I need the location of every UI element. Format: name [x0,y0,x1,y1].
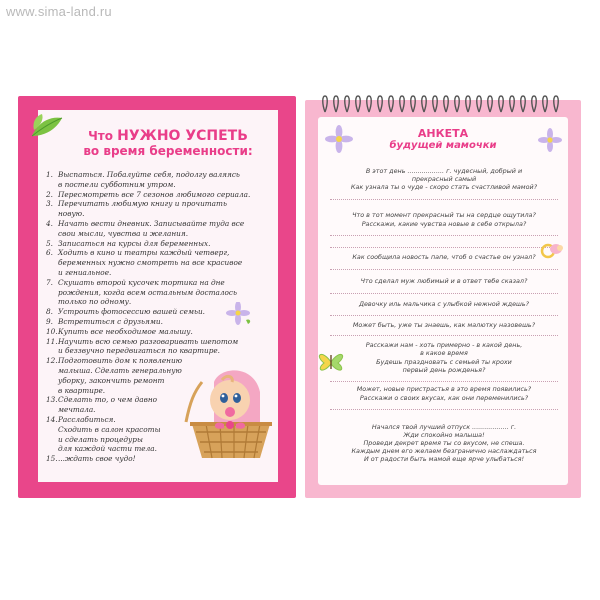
item-text: Подготовить дом к появлению [58,356,183,366]
item-number: 5. [46,238,53,248]
item-text: Выспаться. Побалуйте себя, подолгу валяясь [58,170,240,179]
list-item [46,209,274,219]
binding-ring [433,96,438,112]
list-item [46,337,274,347]
item-number: 9. [46,316,53,326]
binding-ring [389,96,394,112]
item-number: 4. [46,218,53,228]
item-text: рождения, когда всем остальным досталось [58,287,237,297]
answer-line [330,247,558,248]
item-number [46,405,58,415]
item-number [46,444,58,454]
item-number: 1. [46,170,53,179]
list-item [46,248,274,258]
binding-ring [455,96,460,112]
question-1: В этот день .................. г. чудесный, добрый и [365,167,523,175]
closing-line4: Каждым днем его желаем безгранично наслаждаться [351,447,537,455]
item-text: беременных нужно смотреть на все красивое [58,258,243,268]
question-2: Как узнала ты о чуде - скоро стать счастливой мамой? [350,183,538,191]
item-text: Пересмотреть все 7 сезонов любимого сериала. [58,189,251,199]
item-number: 11. [46,336,58,346]
item-number [46,180,58,190]
item-number: 13. [46,395,58,405]
question-7: Может быть, уже ты знаешь, как малютку назовешь? [352,321,536,329]
answer-line [330,199,558,200]
item-text: Устроить фотосессию вашей семьи. [58,307,205,317]
question-6: Девочку иль мальчика с улыбкой нежной ждешь? [358,300,530,308]
binding-ring [532,96,537,112]
item-text: для каждой части тела. [58,444,157,454]
list-item [46,170,274,180]
questionnaire-card [305,100,581,498]
item-text: свои мысли, чувства и желания. [58,228,189,238]
binding-ring [422,96,427,112]
binding-ring [345,96,350,112]
item-number [46,435,58,445]
item-text: Расслабиться. [58,414,116,424]
title-line1: АНКЕТА [417,127,469,140]
answer-line [330,235,558,236]
item-number: 15. [46,454,58,464]
item-number: 12. [46,356,58,366]
item-number: 10. [46,326,58,336]
binding-ring [466,96,471,112]
item-number: 7. [46,277,53,287]
item-text: только по одному. [58,297,132,307]
answer-line [330,315,558,316]
item-number [46,297,58,307]
item-text: Перечитать любимую книгу и прочитать [58,199,227,209]
item-text: Сходить в салон красоты [58,424,161,434]
item-text: и беззвучно передвигаться по квартире. [58,346,220,356]
answer-line [330,269,558,270]
flower-icon [224,302,254,326]
item-text: и сделать процедуры [58,434,143,444]
item-text: Скушать второй кусочек тортика на дне [58,277,225,287]
answer-line [330,335,558,336]
questionnaire-title [318,127,568,151]
title-emphasis: НУЖНО УСПЕТЬ [117,128,248,144]
list-item [46,199,274,209]
item-number [46,209,58,219]
item-text: Сделать то, о чем давно [58,395,158,405]
binding-ring [554,96,559,112]
item-text: в квартире. [58,385,106,395]
question-8-line4: первый день рожденья? [402,366,486,374]
list-item [46,288,274,298]
baby-basket-illustration [184,362,278,464]
binding-ring [488,96,493,112]
item-text: Начать вести дневник. Записывайте туда все [58,218,245,228]
item-number: 6. [46,248,53,258]
item-number [46,229,58,239]
pacifier-icon [540,239,564,261]
list-item [46,229,274,239]
binding-ring [510,96,515,112]
question-1-line2: прекрасный самый [411,175,477,183]
binding-ring [367,96,372,112]
answer-line [330,381,558,382]
closing-line3: Проведи декрет время ты со вкусом, не спеша. [363,439,525,447]
checklist-card [18,96,296,498]
binding-ring [543,96,548,112]
item-number [46,258,58,268]
item-text: Записаться на курсы для беременных. [58,238,211,248]
item-number [46,268,58,278]
item-text: Купить все необходимое малышу. [58,326,193,336]
item-number: 14. [46,414,58,424]
item-number: 2. [46,189,53,199]
question-3-line2: Расскажи, какие чувства новые в себе открыла? [361,220,527,228]
watermark: www.sima-land.ru [6,4,112,19]
binding-ring [444,96,449,112]
item-number [46,366,58,376]
list-item [46,239,274,249]
title-line2: во время беременности: [83,144,253,158]
binding-ring [411,96,416,112]
binding-ring [323,96,328,112]
answer-line [330,409,558,410]
title-line2: будущей мамочки [389,140,497,151]
binding-ring [477,96,482,112]
question-4: Как сообщила новость папе, чтоб о счастье он узнал? [352,253,536,261]
question-8-line3: Будешь праздновать с семьей ты крохи [376,358,512,366]
binding-ring [400,96,405,112]
binding-ring [499,96,504,112]
item-number [46,425,58,435]
item-number [46,386,58,396]
checklist-title [58,126,278,158]
closing-line2: Жди спокойно малыша! [403,431,485,439]
item-text: новую. [58,209,85,219]
item-text: Научить всю семью разговаривать шепотом [58,336,239,346]
list-item [46,278,274,288]
binding-ring [334,96,339,112]
list-item [46,258,274,268]
list-item [46,346,274,356]
item-number [46,346,58,356]
binding-ring [356,96,361,112]
item-text: малыша. Сделать генеральную [58,365,182,375]
list-item [46,180,274,190]
question-8: Расскажи нам - хоть примерно - в какой день, [365,341,523,349]
item-number: 3. [46,199,53,209]
question-3: Что в тот момент прекрасный ты на сердце ощутила? [352,211,536,219]
closing-line1: Начался твой лучший отпуск .................. г. [371,423,517,431]
question-9: Может, новые пристрастья в это время появились? [356,385,532,393]
item-text: ...ждать свое чудо! [58,454,136,464]
questionnaire-panel [318,117,568,485]
item-text: Встретиться с друзьями. [58,316,163,326]
question-9-line2: Расскажи о своих вкусах, как они переменились? [359,394,529,402]
item-number [46,288,58,298]
question-8-line2: в какое время [420,349,468,357]
list-item [46,219,274,229]
spiral-binding [319,94,569,114]
list-item [46,190,274,200]
item-text: Ходить в кино и театры каждый четверг, [58,248,230,258]
question-5: Что сделал муж любимый и в ответ тебе сказал? [360,277,528,285]
title-prefix: Что [88,129,118,143]
item-number [46,376,58,386]
item-text: и гениальное. [58,267,112,277]
list-item [46,268,274,278]
item-number: 8. [46,307,53,317]
closing-line5: И от радости быть мамой еще ярче улыбаться! [363,455,525,463]
checklist-panel [38,110,278,482]
binding-ring [378,96,383,112]
butterfly-icon [316,349,346,375]
item-text: уборку, закончить ремонт [58,375,165,385]
item-text: в постели субботним утром. [58,179,176,189]
binding-ring [521,96,526,112]
list-item [46,327,274,337]
answer-line [330,293,558,294]
item-text: мечтала. [58,405,96,415]
